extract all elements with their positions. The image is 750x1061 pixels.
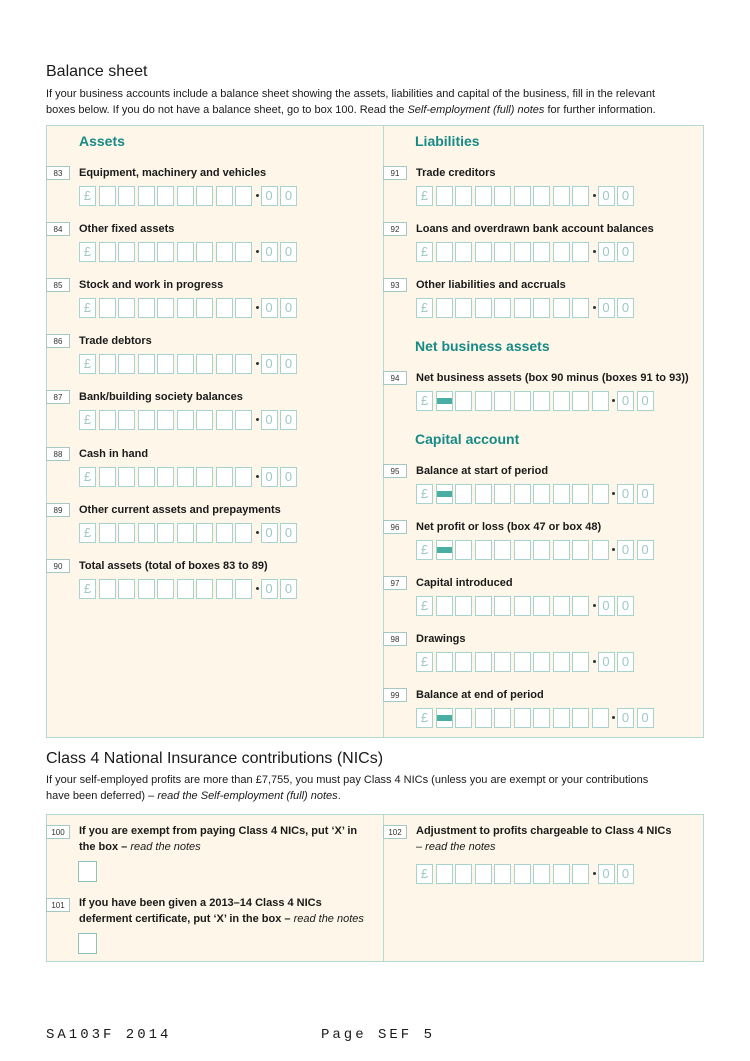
box-95-label: Balance at start of period: [416, 465, 549, 477]
pound-sign: £: [416, 391, 433, 411]
digit-cell[interactable]: [157, 410, 174, 430]
intro-line-1: If your business accounts include a balance sheet showing the assets, liabilities and capital of the business, fill in the relevant: [46, 88, 656, 100]
digit-cell[interactable]: [475, 708, 492, 728]
pence-cell: 0: [261, 467, 278, 487]
notes-reference: read the notes: [293, 913, 364, 925]
pence-cell: 0: [617, 596, 634, 616]
pence-cell: 0: [617, 652, 634, 672]
digit-cell[interactable]: [475, 186, 492, 206]
digit-cell[interactable]: [436, 186, 453, 206]
box-100-label-line-1: If you are exempt from paying Class 4 NICs, put ‘X’ in: [79, 825, 358, 837]
pence-cell: 0: [617, 391, 634, 411]
digit-cell[interactable]: [572, 484, 589, 504]
digit-cell[interactable]: [514, 484, 531, 504]
digit-cell[interactable]: [553, 864, 570, 884]
digit-cell[interactable]: [592, 484, 609, 504]
digit-cell[interactable]: [592, 540, 609, 560]
digit-cell[interactable]: [235, 579, 252, 599]
digit-cell[interactable]: [494, 186, 511, 206]
digit-cell[interactable]: [235, 410, 252, 430]
box-99-label: Balance at end of period: [416, 689, 544, 701]
box-91-label: Trade creditors: [416, 167, 496, 179]
decimal-point: [256, 418, 259, 421]
digit-cell[interactable]: [118, 579, 135, 599]
digit-cell[interactable]: [455, 540, 472, 560]
box-92-label: Loans and overdrawn bank account balances: [416, 223, 654, 235]
minus-sign-box[interactable]: [436, 708, 453, 728]
digit-cell[interactable]: [572, 864, 589, 884]
digit-cell[interactable]: [514, 242, 531, 262]
digit-cell[interactable]: [138, 579, 155, 599]
pence-cell: 0: [261, 410, 278, 430]
digit-cell[interactable]: [138, 410, 155, 430]
digit-cell[interactable]: [436, 864, 453, 884]
decimal-point: [593, 250, 596, 253]
digit-cell[interactable]: [157, 523, 174, 543]
liabilities-heading: Liabilities: [415, 133, 480, 149]
label-text: the box –: [79, 841, 131, 853]
digit-cell[interactable]: [455, 298, 472, 318]
digit-cell[interactable]: [572, 708, 589, 728]
digit-cell[interactable]: [455, 652, 472, 672]
box-101-label: [79, 895, 364, 927]
pence-cell: 0: [261, 579, 278, 599]
digit-cell[interactable]: [235, 523, 252, 543]
pence-cell: 0: [280, 186, 297, 206]
pence-cell: 0: [261, 523, 278, 543]
digit-cell[interactable]: [514, 540, 531, 560]
box-number-94: 94: [383, 371, 407, 385]
box-85-label: Stock and work in progress: [79, 279, 224, 291]
digit-cell[interactable]: [475, 242, 492, 262]
decimal-point: [256, 194, 259, 197]
digit-cell[interactable]: [494, 596, 511, 616]
decimal-point: [612, 399, 615, 402]
digit-cell[interactable]: [533, 864, 550, 884]
pence-cell: 0: [617, 708, 634, 728]
box-number-90: 90: [46, 559, 70, 573]
capital-account-heading: Capital account: [415, 431, 520, 447]
digit-cell[interactable]: [572, 186, 589, 206]
box-number-101: 101: [46, 898, 70, 912]
balance-sheet-panel: [46, 125, 704, 738]
digit-cell[interactable]: [455, 708, 472, 728]
box-94-label: Net business assets (box 90 minus (boxes 91 to 93)): [416, 372, 689, 384]
deferment-checkbox-101[interactable]: [78, 933, 97, 954]
pence-cell: 0: [598, 298, 615, 318]
digit-cell[interactable]: [138, 523, 155, 543]
pence-cell: 0: [637, 391, 654, 411]
digit-cell[interactable]: [553, 708, 570, 728]
box-number-83: 83: [46, 166, 70, 180]
digit-cell[interactable]: [494, 540, 511, 560]
decimal-point: [612, 548, 615, 551]
pound-sign: £: [79, 410, 96, 430]
decimal-point: [593, 660, 596, 663]
box-number-84: 84: [46, 222, 70, 236]
box-102-label: [416, 823, 672, 855]
digit-cell[interactable]: [533, 242, 550, 262]
pence-cell: 0: [598, 242, 615, 262]
pence-cell: 0: [598, 596, 615, 616]
pound-sign: £: [416, 298, 433, 318]
digit-cell[interactable]: [138, 242, 155, 262]
pound-sign: £: [416, 596, 433, 616]
box-102-label-line-1: Adjustment to profits chargeable to Class 4 NICs: [416, 825, 672, 837]
digit-cell[interactable]: [138, 186, 155, 206]
minus-sign-box[interactable]: [436, 391, 453, 411]
pence-cell: 0: [261, 298, 278, 318]
digit-cell[interactable]: [494, 298, 511, 318]
decimal-point: [612, 716, 615, 719]
digit-cell[interactable]: [216, 523, 233, 543]
digit-cell[interactable]: [177, 298, 194, 318]
decimal-point: [593, 194, 596, 197]
balance-sheet-title: Balance sheet: [46, 63, 148, 80]
box-89-label: Other current assets and prepayments: [79, 504, 281, 516]
intro-text: have been deferred) –: [46, 790, 158, 802]
notes-reference: read the Self-employment (full) notes: [157, 790, 338, 802]
pence-cell: 0: [637, 540, 654, 560]
digit-cell[interactable]: [157, 354, 174, 374]
intro-text: for further information.: [544, 104, 656, 116]
decimal-point: [593, 306, 596, 309]
digit-cell[interactable]: [514, 186, 531, 206]
box-number-89: 89: [46, 503, 70, 517]
digit-cell[interactable]: [494, 652, 511, 672]
pence-cell: 0: [637, 484, 654, 504]
pound-sign: £: [416, 708, 433, 728]
digit-cell[interactable]: [235, 298, 252, 318]
digit-cell[interactable]: [514, 298, 531, 318]
pence-cell: 0: [280, 579, 297, 599]
assets-heading: Assets: [79, 133, 125, 149]
box-87-label: Bank/building society balances: [79, 391, 243, 403]
notes-reference: – read the notes: [416, 841, 496, 853]
pound-sign: £: [416, 652, 433, 672]
box-90-label: Total assets (total of boxes 83 to 89): [79, 560, 268, 572]
digit-cell[interactable]: [99, 523, 116, 543]
digit-cell[interactable]: [138, 298, 155, 318]
digit-cell[interactable]: [553, 298, 570, 318]
digit-cell[interactable]: [118, 242, 135, 262]
digit-cell[interactable]: [235, 354, 252, 374]
exempt-checkbox-100[interactable]: [78, 861, 97, 882]
digit-cell[interactable]: [475, 484, 492, 504]
pence-cell: 0: [280, 242, 297, 262]
box-number-102: 102: [383, 825, 407, 839]
digit-cell[interactable]: [196, 298, 213, 318]
pound-sign: £: [79, 186, 96, 206]
digit-cell[interactable]: [455, 484, 472, 504]
nics-intro-line-1: If your self-employed profits are more than £7,755, you must pay Class 4 NICs (unless you are exempt or your contributions: [46, 774, 649, 786]
digit-cell[interactable]: [436, 652, 453, 672]
digit-cell[interactable]: [235, 467, 252, 487]
pound-sign: £: [79, 298, 96, 318]
box-number-85: 85: [46, 278, 70, 292]
digit-cell[interactable]: [494, 708, 511, 728]
digit-cell[interactable]: [572, 242, 589, 262]
decimal-point: [593, 872, 596, 875]
intro-text: .: [337, 790, 341, 802]
digit-cell[interactable]: [177, 579, 194, 599]
digit-cell[interactable]: [118, 467, 135, 487]
digit-cell[interactable]: [494, 242, 511, 262]
digit-cell[interactable]: [572, 652, 589, 672]
digit-cell[interactable]: [177, 410, 194, 430]
digit-cell[interactable]: [118, 298, 135, 318]
digit-cell[interactable]: [572, 596, 589, 616]
digit-cell[interactable]: [475, 540, 492, 560]
digit-cell[interactable]: [494, 864, 511, 884]
digit-cell[interactable]: [533, 540, 550, 560]
decimal-point: [256, 306, 259, 309]
digit-cell[interactable]: [494, 391, 511, 411]
digit-cell[interactable]: [514, 864, 531, 884]
box-number-88: 88: [46, 447, 70, 461]
digit-cell[interactable]: [216, 410, 233, 430]
box-84-label: Other fixed assets: [79, 223, 175, 235]
form-code: SA103F 2014: [46, 1027, 172, 1043]
pound-sign: £: [79, 579, 96, 599]
digit-cell[interactable]: [235, 186, 252, 206]
digit-cell[interactable]: [118, 186, 135, 206]
pound-sign: £: [79, 523, 96, 543]
digit-cell[interactable]: [514, 708, 531, 728]
pound-sign: £: [79, 467, 96, 487]
pence-cell: 0: [617, 186, 634, 206]
box-88-label: Cash in hand: [79, 448, 149, 460]
digit-cell[interactable]: [494, 484, 511, 504]
digit-cell[interactable]: [553, 391, 570, 411]
decimal-point: [593, 604, 596, 607]
digit-cell[interactable]: [157, 186, 174, 206]
digit-cell[interactable]: [475, 298, 492, 318]
digit-cell[interactable]: [475, 596, 492, 616]
digit-cell[interactable]: [196, 579, 213, 599]
digit-cell[interactable]: [138, 354, 155, 374]
intro-line-2: [46, 102, 736, 118]
digit-cell[interactable]: [138, 467, 155, 487]
pound-sign: £: [79, 354, 96, 374]
digit-cell[interactable]: [177, 242, 194, 262]
digit-cell[interactable]: [99, 354, 116, 374]
pence-cell: 0: [617, 298, 634, 318]
digit-cell[interactable]: [436, 596, 453, 616]
digit-cell[interactable]: [553, 652, 570, 672]
digit-cell[interactable]: [235, 242, 252, 262]
digit-cell[interactable]: [177, 186, 194, 206]
minus-sign-box[interactable]: [436, 540, 453, 560]
decimal-point: [256, 475, 259, 478]
digit-cell[interactable]: [157, 579, 174, 599]
digit-cell[interactable]: [196, 354, 213, 374]
digit-cell[interactable]: [455, 596, 472, 616]
pence-cell: 0: [598, 652, 615, 672]
pence-cell: 0: [280, 354, 297, 374]
pound-sign: £: [416, 484, 433, 504]
digit-cell[interactable]: [157, 242, 174, 262]
digit-cell[interactable]: [455, 864, 472, 884]
box-101-label-line-1: If you have been given a 2013–14 Class 4 NICs: [79, 897, 322, 909]
box-number-92: 92: [383, 222, 407, 236]
box-number-96: 96: [383, 520, 407, 534]
pence-cell: 0: [261, 242, 278, 262]
digit-cell[interactable]: [572, 540, 589, 560]
digit-cell[interactable]: [177, 523, 194, 543]
digit-cell[interactable]: [553, 242, 570, 262]
pence-cell: 0: [617, 864, 634, 884]
digit-cell[interactable]: [455, 242, 472, 262]
digit-cell[interactable]: [196, 467, 213, 487]
pence-cell: 0: [617, 484, 634, 504]
digit-cell[interactable]: [216, 354, 233, 374]
pence-cell: 0: [617, 242, 634, 262]
pence-cell: 0: [261, 186, 278, 206]
digit-cell[interactable]: [177, 354, 194, 374]
decimal-point: [256, 587, 259, 590]
pound-sign: £: [416, 242, 433, 262]
pence-cell: 0: [598, 864, 615, 884]
digit-cell[interactable]: [436, 298, 453, 318]
nics-intro: [46, 772, 736, 804]
box-93-label: Other liabilities and accruals: [416, 279, 566, 291]
notes-reference: read the notes: [130, 841, 201, 853]
digit-cell[interactable]: [118, 523, 135, 543]
digit-cell[interactable]: [533, 484, 550, 504]
digit-cell[interactable]: [216, 186, 233, 206]
digit-cell[interactable]: [475, 391, 492, 411]
digit-cell[interactable]: [553, 484, 570, 504]
box-number-99: 99: [383, 688, 407, 702]
notes-reference: Self-employment (full) notes: [407, 104, 545, 116]
pound-sign: £: [416, 540, 433, 560]
box-102-label-line-2: [416, 839, 672, 855]
digit-cell[interactable]: [99, 467, 116, 487]
digit-cell[interactable]: [99, 242, 116, 262]
pence-cell: 0: [280, 523, 297, 543]
digit-cell[interactable]: [533, 596, 550, 616]
digit-cell[interactable]: [533, 298, 550, 318]
box-86-label: Trade debtors: [79, 335, 152, 347]
pound-sign: £: [416, 186, 433, 206]
digit-cell[interactable]: [592, 391, 609, 411]
digit-cell[interactable]: [196, 523, 213, 543]
digit-cell[interactable]: [514, 391, 531, 411]
minus-sign-box[interactable]: [436, 484, 453, 504]
box-101-label-line-2: [79, 911, 364, 927]
digit-cell[interactable]: [99, 298, 116, 318]
pound-sign: £: [416, 864, 433, 884]
box-number-86: 86: [46, 334, 70, 348]
pence-cell: 0: [280, 410, 297, 430]
digit-cell[interactable]: [99, 579, 116, 599]
decimal-point: [256, 250, 259, 253]
pence-cell: 0: [617, 540, 634, 560]
box-number-91: 91: [383, 166, 407, 180]
digit-cell[interactable]: [99, 410, 116, 430]
digit-cell[interactable]: [553, 540, 570, 560]
box-96-label: Net profit or loss (box 47 or box 48): [416, 521, 602, 533]
pence-cell: 0: [280, 467, 297, 487]
digit-cell[interactable]: [533, 652, 550, 672]
digit-cell[interactable]: [572, 298, 589, 318]
intro-text: boxes below. If you do not have a balance sheet, go to box 100. Read the: [46, 104, 408, 116]
box-number-100: 100: [46, 825, 70, 839]
digit-cell[interactable]: [533, 391, 550, 411]
page-number: Page SEF 5: [321, 1027, 436, 1043]
digit-cell[interactable]: [436, 242, 453, 262]
box-number-98: 98: [383, 632, 407, 646]
digit-cell[interactable]: [572, 391, 589, 411]
digit-cell[interactable]: [157, 298, 174, 318]
digit-cell[interactable]: [455, 186, 472, 206]
digit-cell[interactable]: [216, 242, 233, 262]
box-number-97: 97: [383, 576, 407, 590]
decimal-point: [612, 492, 615, 495]
balance-sheet-intro: [46, 86, 736, 118]
box-97-label: Capital introduced: [416, 577, 513, 589]
digit-cell[interactable]: [553, 186, 570, 206]
digit-cell[interactable]: [475, 652, 492, 672]
box-number-87: 87: [46, 390, 70, 404]
nics-title: Class 4 National Insurance contributions (NICs): [46, 750, 384, 767]
digit-cell[interactable]: [216, 298, 233, 318]
decimal-point: [256, 531, 259, 534]
digit-cell[interactable]: [118, 410, 135, 430]
digit-cell[interactable]: [196, 242, 213, 262]
nics-intro-line-2: [46, 788, 736, 804]
box-100-label: [79, 823, 357, 855]
label-text: deferment certificate, put ‘X’ in the box –: [79, 913, 294, 925]
pence-cell: 0: [598, 186, 615, 206]
pound-sign: £: [79, 242, 96, 262]
box-98-label: Drawings: [416, 633, 466, 645]
box-number-93: 93: [383, 278, 407, 292]
box-83-label: Equipment, machinery and vehicles: [79, 167, 267, 179]
digit-cell[interactable]: [533, 708, 550, 728]
box-100-label-line-2: [79, 839, 357, 855]
digit-cell[interactable]: [533, 186, 550, 206]
digit-cell[interactable]: [196, 410, 213, 430]
digit-cell[interactable]: [216, 579, 233, 599]
digit-cell[interactable]: [99, 186, 116, 206]
digit-cell[interactable]: [157, 467, 174, 487]
digit-cell[interactable]: [118, 354, 135, 374]
digit-cell[interactable]: [553, 596, 570, 616]
pence-cell: 0: [637, 708, 654, 728]
digit-cell[interactable]: [514, 652, 531, 672]
digit-cell[interactable]: [216, 467, 233, 487]
digit-cell[interactable]: [177, 467, 194, 487]
digit-cell[interactable]: [455, 391, 472, 411]
box-number-95: 95: [383, 464, 407, 478]
decimal-point: [256, 362, 259, 365]
pence-cell: 0: [280, 298, 297, 318]
net-business-assets-heading: Net business assets: [415, 338, 550, 354]
digit-cell[interactable]: [475, 864, 492, 884]
pence-cell: 0: [261, 354, 278, 374]
digit-cell[interactable]: [196, 186, 213, 206]
digit-cell[interactable]: [592, 708, 609, 728]
digit-cell[interactable]: [514, 596, 531, 616]
